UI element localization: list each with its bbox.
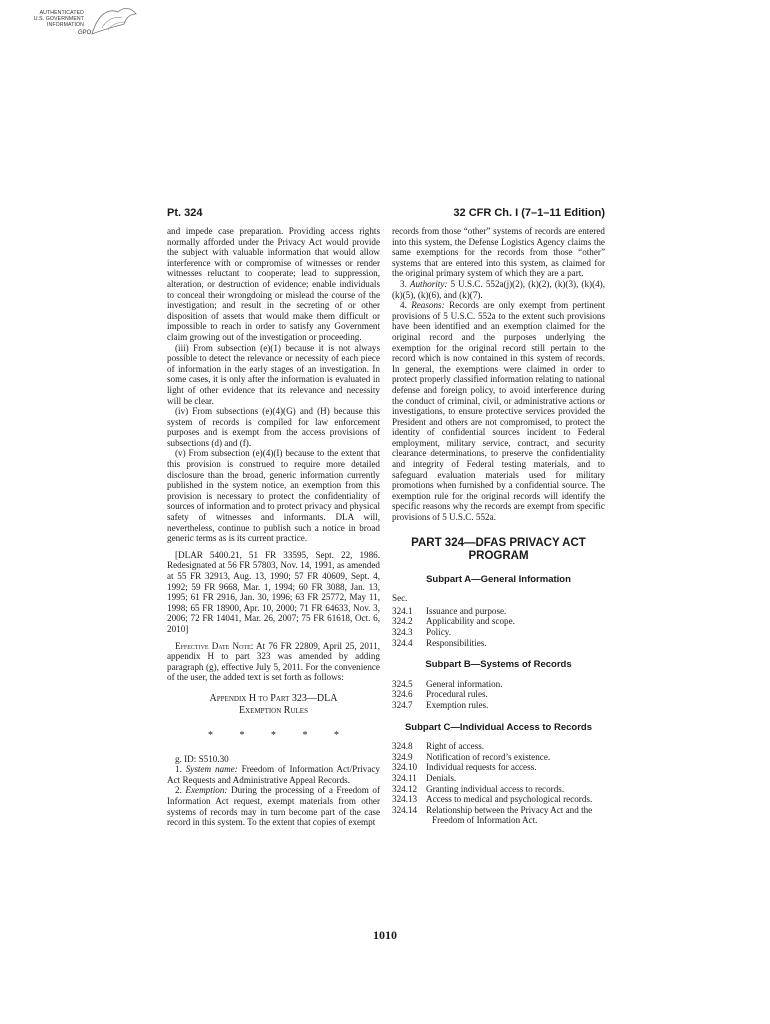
paragraph: (iv) From subsections (e)(4)(G) and (H) because this system of records is compiled for law enforcement purposes and is exempt from the access provisions of subsections (d) and (f). xyxy=(167,406,380,448)
toc-title: Individual requests for access. xyxy=(426,762,537,773)
toc-number: 324.5 xyxy=(392,678,413,689)
appendix-title xyxy=(167,693,380,717)
gpo-authentication-seal xyxy=(26,4,141,44)
toc-item xyxy=(392,616,605,627)
toc-title: Responsibilities. xyxy=(426,637,487,648)
cfr-edition-label: 32 CFR Ch. I (7–1–11 Edition) xyxy=(453,207,605,219)
eagle-seal-icon xyxy=(88,4,140,40)
left-column xyxy=(167,226,380,828)
item-label: Authority: xyxy=(409,278,448,289)
part-label: Pt. 324 xyxy=(167,207,203,219)
toc-item xyxy=(392,700,605,711)
note-text: At 76 FR 22809, April 25, 2011, appendix H to part 323 was amended by adding paragraph (g), effective July 5, 2011. For the convenience of the user, the added text is set forth as follows: xyxy=(167,640,380,683)
toc-title: General information. xyxy=(426,678,503,689)
paragraph-id: g. ID: S510.30 xyxy=(175,753,229,764)
toc-number: 324.10 xyxy=(392,762,418,773)
toc-number: 324.13 xyxy=(392,794,418,805)
toc-number: 324.12 xyxy=(392,783,418,794)
toc-title: Issuance and purpose. xyxy=(426,605,507,616)
paragraph: (v) From subsection (e)(4)(I) because to the extent that this provision is construed to require more detailed disclosure than the broad, generic information currently published in the system notice, an exemption from this provision is necessary to protect the confidentiality of sources of information and to protect privacy and physical safety of witnesses and informants. DLA will, nevertheless, continue to publish such a notice in broad generic terms as is its current practice. xyxy=(167,448,380,544)
toc-item xyxy=(392,805,605,826)
paragraph: records from those “other” systems of records are entered into this system, the Defense Logistics Agency claims the same exemptions for the records from those “other” systems that are entered into this system, as claimed for the original primary system of which they are a part. xyxy=(392,226,605,279)
item-text: Records are only exempt from pertinent provisions of 5 U.S.C. 552a to the extent such provisions have been identified and an exemption claimed for the original record and the purposes underlying the exemption for the original record still pertain to the record which is now contained in this system of records. In general, the exemptions were claimed in order to protect properly classified information relating to national defense and foreign policy, to avoid interference during the conduct of criminal, civil, or administrative actions or investigations, to ensure protective services provided the President and others are not compromised, to protect the identity of confidential sources incident to Federal employment, military service, contract, and security clearance determinations, to preserve the confidentiality and integrity of Federal testing materials, and to safeguard evaluation materials used for military promotions when furnished by a confidential source. The exemption rule for the original records will identify the specific reasons why the records are exempt from specific provisions of 5 U.S.C. 552a. xyxy=(392,300,605,523)
toc-title: Policy. xyxy=(426,627,452,637)
seal-line: U.S. GOVERNMENT xyxy=(33,16,84,22)
subpart-c-heading: Subpart C—Individual Access to Records xyxy=(404,721,593,733)
toc-number: 324.6 xyxy=(392,689,413,700)
note-label: Effective Date Note: xyxy=(175,640,254,651)
item-number: 4. xyxy=(400,300,412,311)
toc-number: 324.14 xyxy=(392,804,418,815)
toc-item xyxy=(392,689,605,700)
paragraph-reasons xyxy=(392,300,605,522)
part-title-line: PART 324—DFAS PRIVACY ACT xyxy=(411,536,586,549)
citation: [DLAR 5400.21, 51 FR 33595, Sept. 22, 1986. Redesignated at 56 FR 57803, Nov. 14, 1991, as amended at 55 FR 32913, Aug. 13, 1990; 57 FR 40609, Sept. 4, 1992; 59 FR 9668, Mar. 1, 1994; 60 FR 3088, Jan. 13, 1995; 61 FR 2916, Jan. 30, 1996; 63 FR 25772, May 11, 1998; 65 FR 18900, Apr. 10, 2000; 71 FR 64633, Nov. 3, 2006; 72 FR 14041, Mar. 26, 2007; 75 FR 61618, Oct. 6, 2010] xyxy=(167,549,380,634)
toc-title: Relationship between the Privacy Act and the Freedom of Information Act. xyxy=(426,804,593,826)
subpart-c-toc xyxy=(392,741,605,826)
toc-item xyxy=(392,679,605,690)
toc-item xyxy=(392,773,605,784)
subpart-b-toc xyxy=(392,679,605,711)
item-label: Exemption: xyxy=(185,785,228,796)
appendix-title-line: Exemption Rules xyxy=(239,704,308,716)
toc-title: Access to medical and psychological records. xyxy=(426,794,593,805)
toc-number: 324.11 xyxy=(392,772,417,783)
toc-title: Procedural rules. xyxy=(426,689,488,700)
subpart-a-heading: Subpart A—General Information xyxy=(426,573,571,585)
paragraph-exemption xyxy=(167,785,380,827)
item-label: Reasons: xyxy=(411,300,445,311)
paragraph-authority xyxy=(392,279,605,300)
subpart-b-heading: Subpart B—Systems of Records xyxy=(425,659,572,671)
toc-number: 324.9 xyxy=(392,751,413,762)
toc-title: Applicability and scope. xyxy=(426,616,515,627)
paragraph-system-name xyxy=(167,764,380,785)
toc-title: Exemption rules. xyxy=(426,699,489,710)
toc-item xyxy=(392,638,605,649)
toc-number: 324.8 xyxy=(392,741,413,752)
toc-number: 324.4 xyxy=(392,637,413,648)
right-column xyxy=(392,226,605,826)
item-text: During the processing of a Freedom of Information Act request, exempt materials from other systems of records may in turn become part of the case record in this system. To the extent that copies of exempt xyxy=(167,785,380,828)
part-title xyxy=(392,537,605,563)
item-text: 5 U.S.C. 552a(j)(2), (k)(2), (k)(3), (k)(4), (k)(5), (k)(6), and (k)(7). xyxy=(392,278,605,300)
toc-item xyxy=(392,627,605,638)
toc-item xyxy=(392,762,605,773)
toc-title: Denials. xyxy=(426,772,457,783)
toc-title: Notification of record’s existence. xyxy=(426,751,551,762)
sec-label: Sec. xyxy=(392,593,408,604)
item-number: 3. xyxy=(400,278,410,289)
item-number: 2. xyxy=(175,785,186,796)
appendix-title-line: Appendix H to Part 323—DLA xyxy=(209,692,338,704)
toc-item xyxy=(392,606,605,617)
part-title-line: PROGRAM xyxy=(468,549,529,562)
toc-number: 324.1 xyxy=(392,605,413,616)
item-text: Freedom of Information Act/Privacy Act Requests and Administrative Appeal Records. xyxy=(167,764,380,785)
toc-item xyxy=(392,784,605,795)
toc-item xyxy=(392,752,605,763)
seal-line: INFORMATION xyxy=(46,22,84,28)
toc-number: 324.3 xyxy=(392,627,413,637)
item-number: 1. xyxy=(175,764,186,775)
toc-number: 324.2 xyxy=(392,616,413,627)
seal-text xyxy=(26,10,84,28)
toc-item xyxy=(392,741,605,752)
toc-item xyxy=(392,794,605,805)
toc-number: 324.7 xyxy=(392,699,413,710)
running-head xyxy=(167,207,605,221)
ellipsis-stars: * * * * * xyxy=(208,729,339,741)
paragraph: (iii) From subsection (e)(1) because it is not always possible to detect the relevance or necessity of each piece of information in the early stages of an investigation. In some cases, it is only after the information is evaluated in light of other evidence that its relevance and necessity will be clear. xyxy=(167,342,380,406)
subpart-a-toc xyxy=(392,606,605,648)
item-label: System name: xyxy=(185,764,238,775)
page-number: 1010 xyxy=(373,928,397,942)
seal-line: AUTHENTICATED xyxy=(39,10,84,16)
toc-title: Right of access. xyxy=(426,741,485,752)
toc-title: Granting individual access to records. xyxy=(426,783,565,794)
paragraph: and impede case preparation. Providing access rights normally afforded under the Privacy Act would provide the subject with valuable information that would allow interference with or compromise of witnesses or render witnesses reluctant to cooperate; lead to suppression, alteration, or destruction of evidence; enable individuals to conceal their wrongdoing or mislead the course of the investigation; and result in the secreting of or other disposition of assets that would make them difficult or impossible to reach in order to satisfy any Government claim growing out of the investigation or proceeding. xyxy=(167,226,380,342)
effective-date-note xyxy=(167,641,380,683)
seal-gpo: GPO xyxy=(78,30,92,36)
